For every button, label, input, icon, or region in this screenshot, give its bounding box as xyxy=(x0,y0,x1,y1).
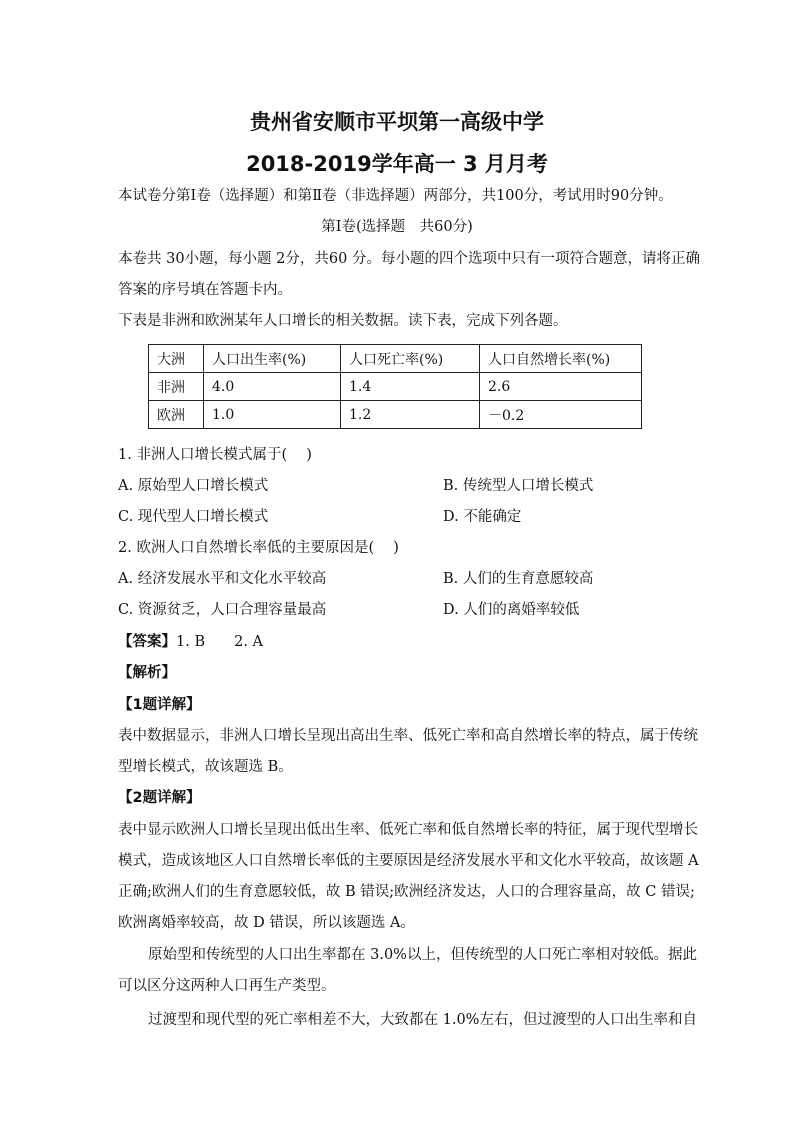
detail-1-label: 【1题详解】 xyxy=(118,697,201,713)
detail-2-text: 表中显示欧洲人口增长呈现出低出生率、低死亡率和低自然增长率的特征，属于现代型增长 xyxy=(118,822,698,838)
q1-option-b: B. 传统型人口增长模式 xyxy=(443,478,594,494)
q2-option-c: C. 资源贫乏，人口合理容量最高 xyxy=(118,602,327,618)
answer-value: 1. B 2. A xyxy=(176,634,264,650)
section-title: 第Ⅰ卷(选择题 共60分) xyxy=(321,219,473,235)
table-cell: 1.4 xyxy=(341,373,480,401)
table-cell: 1.2 xyxy=(341,401,480,429)
note-paragraph-2: 过渡型和现代型的死亡率相差不大，大致都在 1.0%左右，但过渡型的人口出生率和自 xyxy=(148,1012,697,1028)
answer-line xyxy=(118,632,678,652)
table-header-cell: 人口自然增长率(%) xyxy=(480,345,642,373)
detail-1-text: 型增长模式，故该题选 B。 xyxy=(118,759,293,775)
q1-option-d: D. 不能确定 xyxy=(443,509,522,525)
q2-option-d: D. 人们的离婚率较低 xyxy=(443,602,580,618)
table-cell: 非洲 xyxy=(149,373,204,401)
table-cell: 2.6 xyxy=(480,373,642,401)
table-cell: 4.0 xyxy=(204,373,341,401)
table-header-cell: 人口出生率(%) xyxy=(204,345,341,373)
q1-stem: 1. 非洲人口增长模式属于( ) xyxy=(118,447,312,463)
note-paragraph-1: 可以区分这两种人口再生产类型。 xyxy=(118,978,336,994)
table-cell: 欧洲 xyxy=(149,401,204,429)
detail-1-text: 表中数据显示，非洲人口增长呈现出高出生率、低死亡率和高自然增长率的特点，属于传统 xyxy=(118,728,698,744)
detail-2-text: 正确;欧洲人们的生育意愿较低，故 B 错误;欧洲经济发达，人口的合理容量高，故 C 错误; xyxy=(118,884,695,900)
instructions-line-1: 本卷共 30小题，每小题 2分，共60 分。每小题的四个选项中只有一项符合题意，请将正确 xyxy=(118,251,700,267)
q2-option-b: B. 人们的生育意愿较高 xyxy=(443,571,594,587)
table-row xyxy=(149,373,642,401)
exam-note: 本试卷分第Ⅰ卷（选择题）和第Ⅱ卷（非选择题）两部分，共100分，考试用时90分钟。 xyxy=(118,188,673,204)
table-header-cell: 大洲 xyxy=(149,345,204,373)
table-cell: －0.2 xyxy=(480,401,642,429)
answer-label: 【答案】 xyxy=(118,634,176,650)
exam-subtitle: 2018-2019学年高一 3 月月考 xyxy=(246,152,548,176)
detail-2-text: 欧洲离婚率较高，故 D 错误，所以该题选 A。 xyxy=(118,915,415,931)
table-cell: 1.0 xyxy=(204,401,341,429)
q2-option-a: A. 经济发展水平和文化水平较高 xyxy=(118,571,327,587)
q1-option-c: C. 现代型人口增长模式 xyxy=(118,509,269,525)
table-header-cell: 人口死亡率(%) xyxy=(341,345,480,373)
detail-2-label: 【2题详解】 xyxy=(118,790,201,806)
table-row xyxy=(149,401,642,429)
table-intro: 下表是非洲和欧洲某年人口增长的相关数据。读下表，完成下列各题。 xyxy=(118,313,568,329)
population-table xyxy=(148,344,642,429)
q1-option-a: A. 原始型人口增长模式 xyxy=(118,478,269,494)
instructions-line-2: 答案的序号填在答题卡内。 xyxy=(118,282,292,298)
table-header-row xyxy=(149,345,642,373)
detail-2-text: 模式，造成该地区人口自然增长率低的主要原因是经济发展水平和文化水平较高，故该题 A xyxy=(118,853,699,869)
q2-stem: 2. 欧洲人口自然增长率低的主要原因是( ) xyxy=(118,540,399,556)
exam-title: 贵州省安顺市平坝第一高级中学 xyxy=(250,110,544,134)
analysis-label: 【解析】 xyxy=(118,665,176,681)
note-paragraph-1: 原始型和传统型的人口出生率都在 3.0%以上，但传统型的人口死亡率相对较低。据此 xyxy=(148,947,697,963)
